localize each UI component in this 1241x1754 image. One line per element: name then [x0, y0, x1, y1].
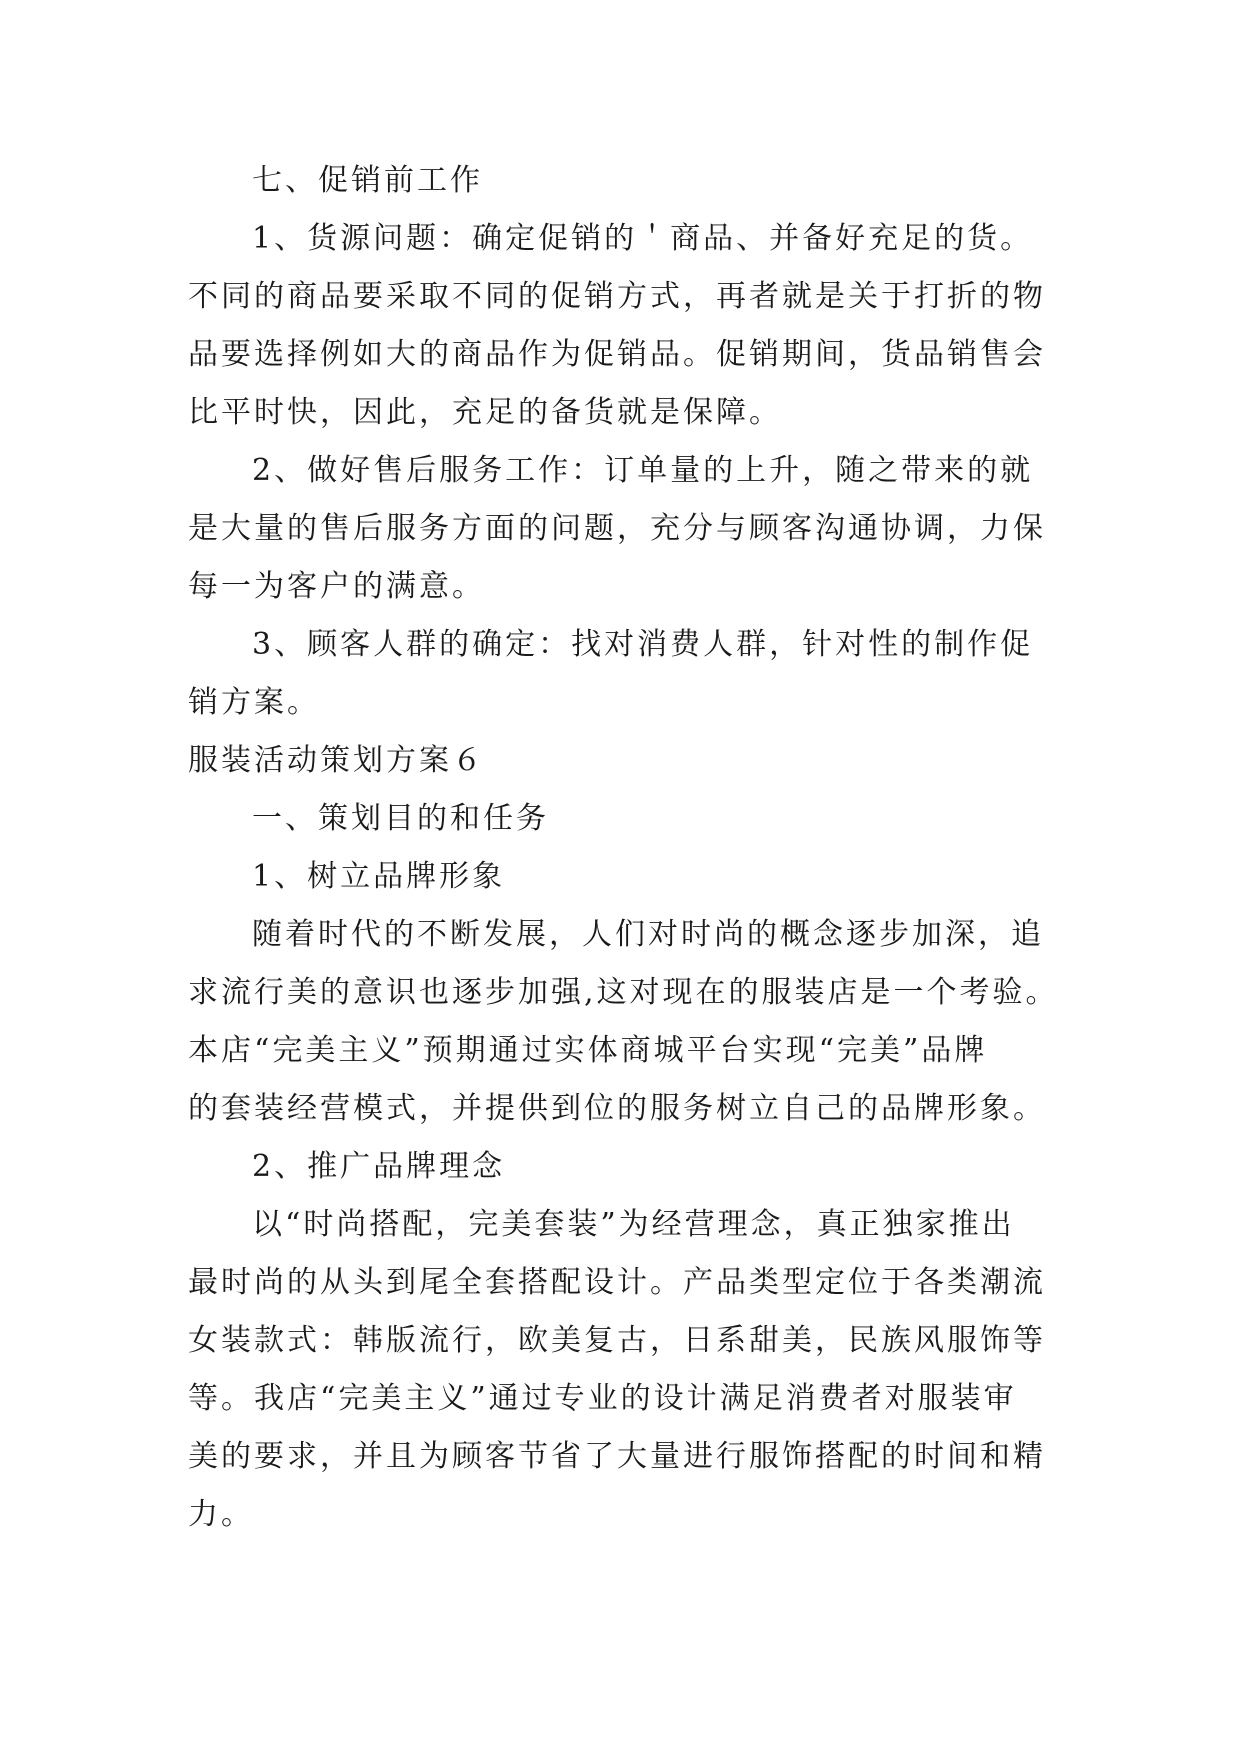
- paragraph-line: 随着时代的不断发展，人们对时尚的概念逐步加深，追: [252, 917, 1044, 952]
- paragraph-line: 品要选择例如大的商品作为促销品。促销期间，货品销售会: [188, 337, 1046, 372]
- document-page: [188, 152, 1068, 1544]
- subsection-heading: 2、推广品牌理念: [252, 1149, 506, 1184]
- section-heading: 七、促销前工作: [252, 163, 483, 198]
- paragraph-line: 每一为客户的满意。: [188, 569, 485, 604]
- paragraph-line: 以“时尚搭配，完美套装”为经营理念，真正独家推出: [252, 1207, 1015, 1242]
- paragraph-line: 力。: [188, 1497, 254, 1532]
- paragraph-line: 最时尚的从头到尾全套搭配设计。产品类型定位于各类潮流: [188, 1265, 1046, 1300]
- paragraph-line: 2、做好售后服务工作：订单量的上升，随之带来的就: [252, 453, 1034, 488]
- paragraph-line: 女装款式：韩版流行，欧美复古，日系甜美，民族风服饰等: [188, 1323, 1046, 1358]
- paragraph-line: 是大量的售后服务方面的问题，充分与顾客沟通协调，力保: [188, 511, 1046, 546]
- paragraph-line: 美的要求，并且为顾客节省了大量进行服饰搭配的时间和精: [188, 1439, 1046, 1474]
- paragraph-line: 销方案。: [188, 685, 320, 720]
- subsection-heading: 1、树立品牌形象: [252, 859, 506, 894]
- paragraph-line: 3、顾客人群的确定：找对消费人群，针对性的制作促: [252, 627, 1034, 662]
- paragraph-line: 等。我店“完美主义”通过专业的设计满足消费者对服装审: [188, 1381, 1017, 1416]
- paragraph-line: 的套装经营模式，并提供到位的服务树立自己的品牌形象。: [188, 1091, 1046, 1126]
- paragraph-line: 本店“完美主义”预期通过实体商城平台实现“完美”品牌: [188, 1033, 988, 1068]
- paragraph-line: 求流行美的意识也逐步加强,这对现在的服装店是一个考验。: [188, 975, 1059, 1010]
- paragraph-line: 不同的商品要采取不同的促销方式，再者就是关于打折的物: [188, 279, 1046, 314]
- document-title: 服装活动策划方案６: [188, 743, 485, 778]
- section-heading: 一、策划目的和任务: [252, 801, 549, 836]
- paragraph-line: 比平时快，因此，充足的备货就是保障。: [188, 395, 782, 430]
- paragraph-line: 1、货源问题：确定促销的＇商品、并备好充足的货。: [252, 221, 1034, 256]
